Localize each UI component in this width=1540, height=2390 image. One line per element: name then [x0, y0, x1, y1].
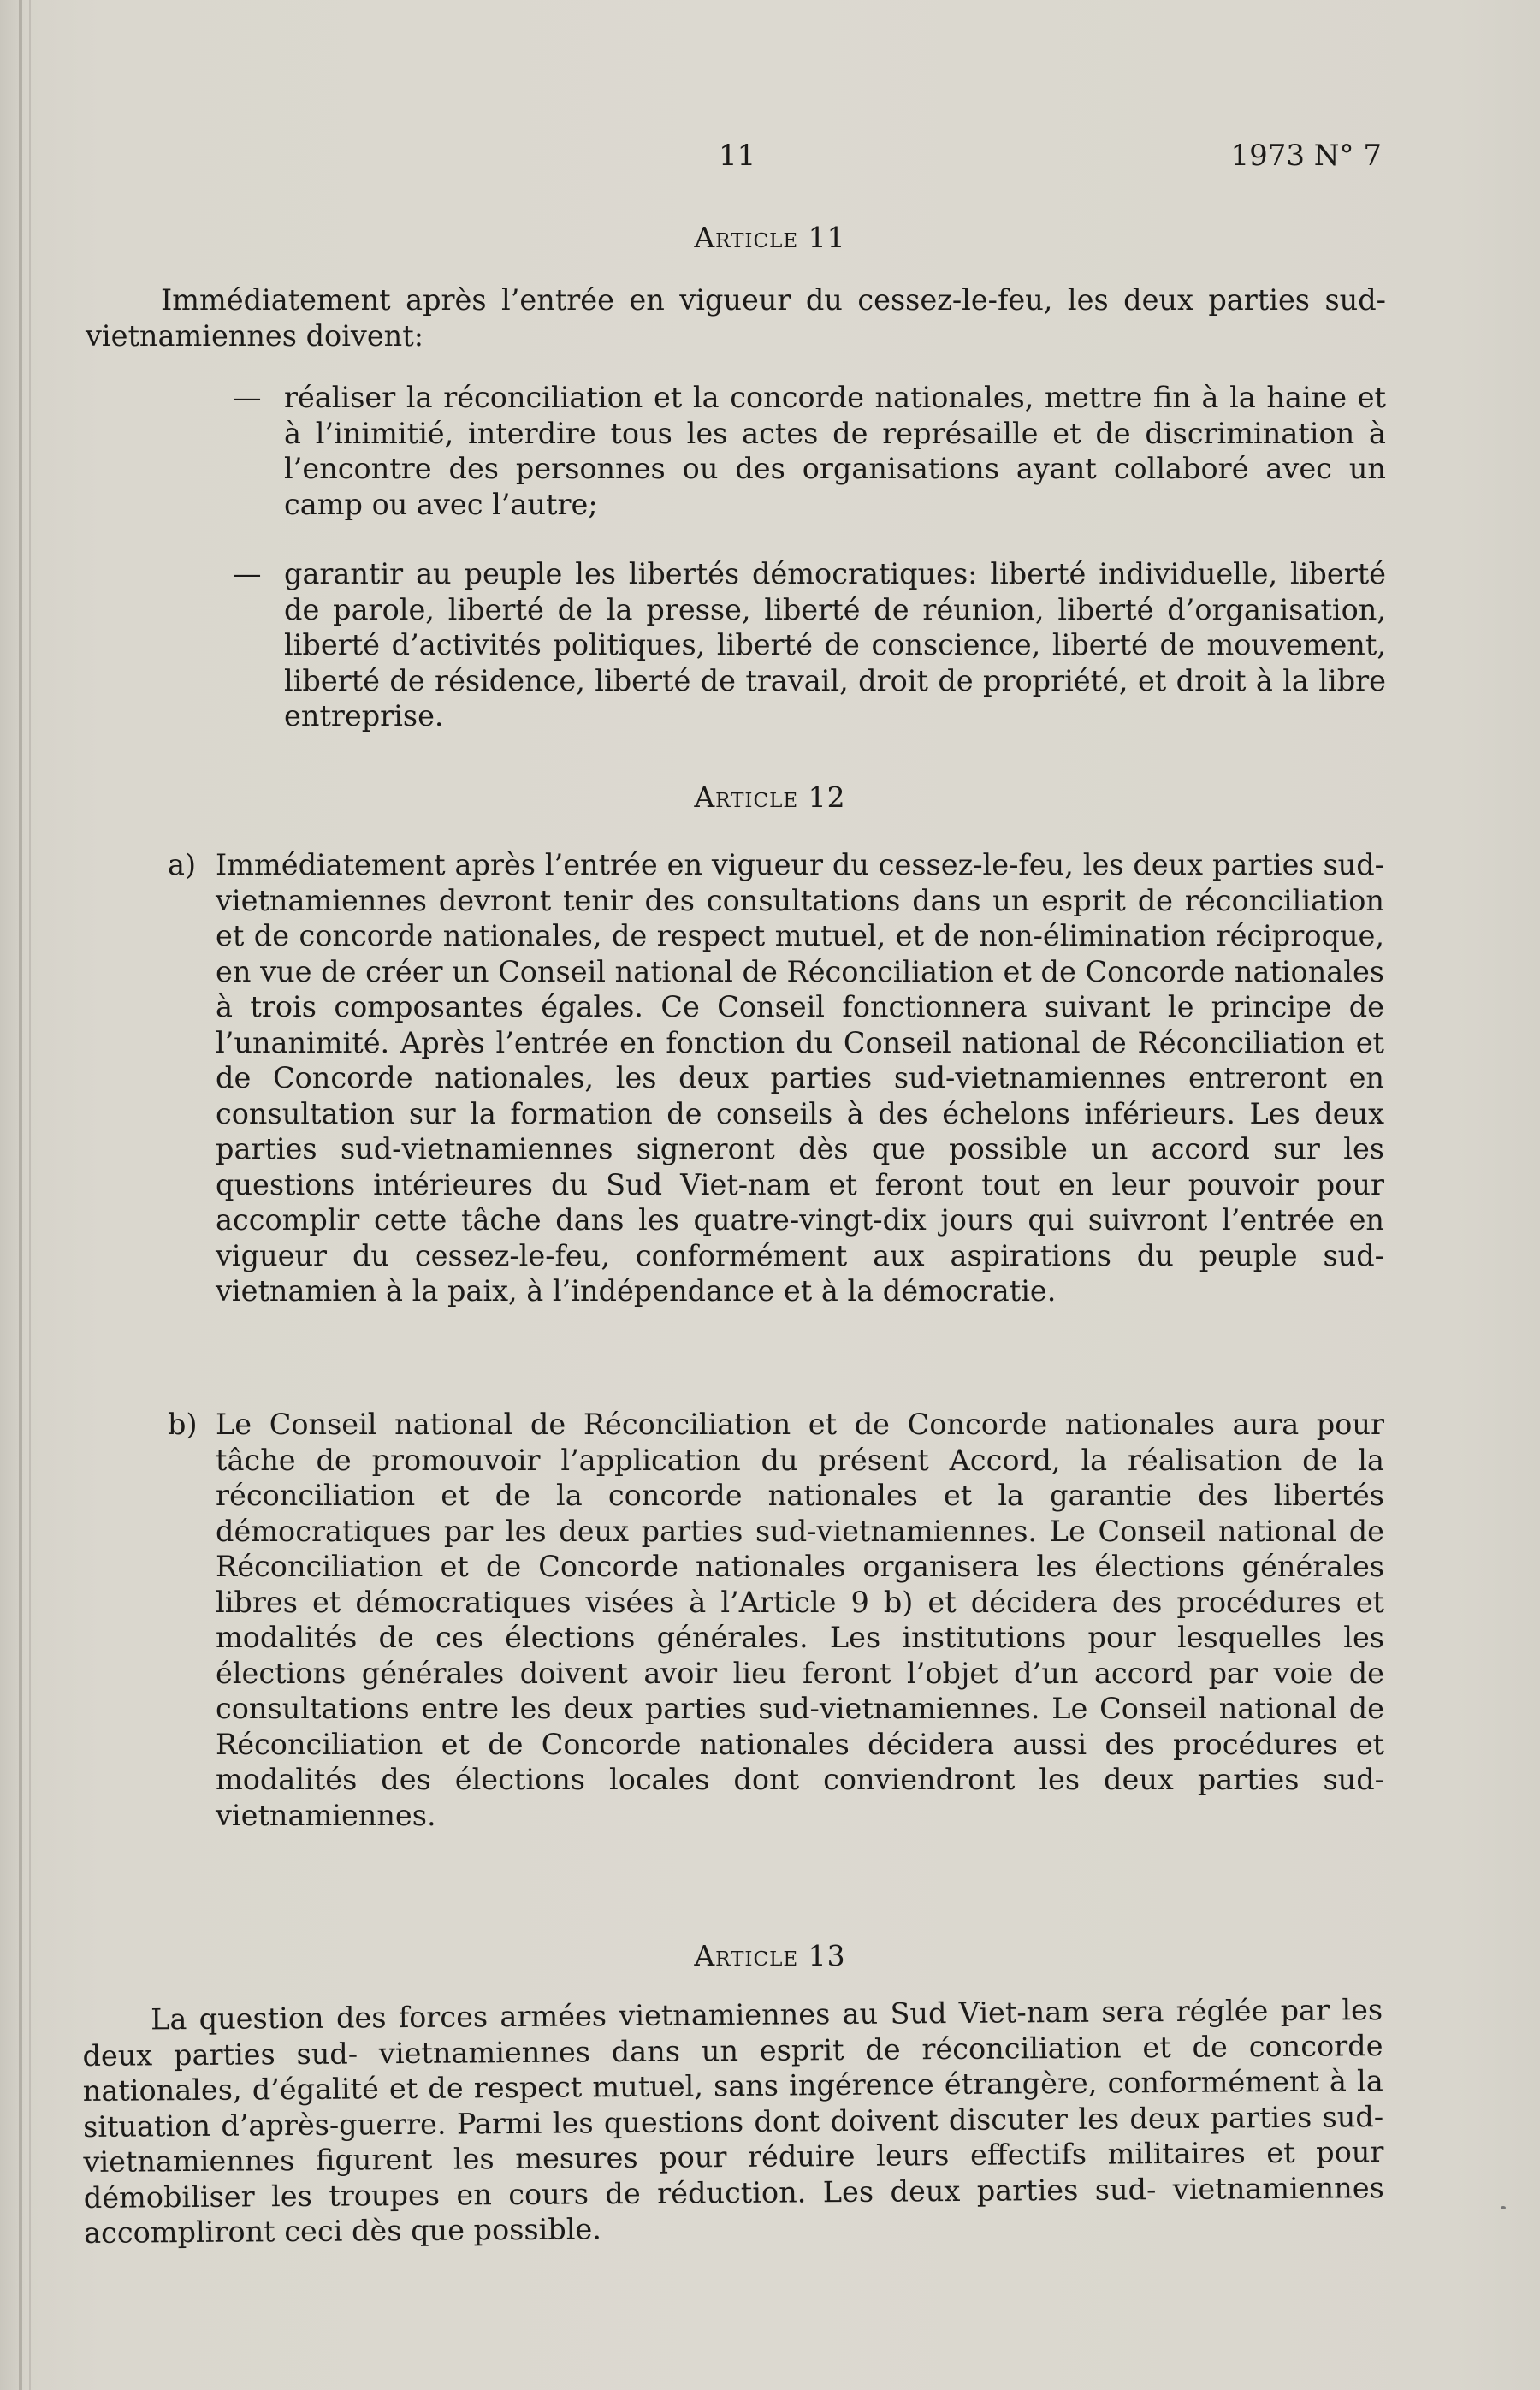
page-number: 11 — [719, 139, 756, 173]
article-12-title: Article 12 — [694, 780, 846, 814]
page-header — [0, 139, 1540, 181]
article-12-paragraph-a: Immédiatement après l’entrée en vigueur du cessez-le-feu, les deux parties sud-vietnamiennes devront tenir des consultations dans un esprit de réconciliation et de concorde nationales, de respect mutuel, et de non-élimination réciproque, en vue de créer un Conseil national de Réconciliation et de Concorde nationales à trois composantes égales. Ce Conseil fonctionnera suivant le principe de l’unanimité. Après l’entrée en fonction du Conseil national de Réconciliation et de Concorde nationales, les deux parties sud-vietnamiennes entreront en consultation sur la formation de conseils à des échelons inférieurs. Les deux parties sud-vietnamiennes signeront dès que possible un accord sur les questions intérieures du Sud Viet-nam et feront tout en leur pouvoir pour accomplir cette tâche dans les quatre-vingt-dix jours qui suivront l’entrée en vigueur du cessez-le-feu, conformément aux aspirations du peuple sud-vietnamien à la paix, à l’indépendance et à la démocratie. — [216, 848, 1384, 1308]
dash-marker: — — [233, 381, 262, 414]
issue-number: 1973 N° 7 — [1230, 139, 1382, 173]
article-12-paragraph-b: Le Conseil national de Réconciliation et de Concorde nationales aura pour tâche de promouvoir l’application du présent Accord, la réalisation de la réconciliation et de la concorde nationales et la garantie des libertés démocratiques par les deux parties sud-vietnamiennes. Le Conseil national de Réconciliation et de Concorde nationales organisera les élections générales libres et démocratiques visées à l’Article 9 b) et décidera des procédures et modalités de ces élections générales. Les institutions pour lesquelles les élections générales doivent avoir lieu feront l’objet d’un accord par voie de consultations entre les deux parties sud-vietnamiennes. Le Conseil national de Réconciliation et de Concorde nationales décidera aussi des procédures et modalités des élections locales dont conviendront les deux parties sud-vietnamiennes. — [216, 1408, 1384, 1832]
article-13-text: La question des forces armées vietnamiennes au Sud Viet-nam sera réglée par les deux parties sud- vietnamiennes dans un esprit de réconciliation et de concorde nationales, d’égalité et de respect mutuel, sans ingérence étrangère, conformément à la situation d’après-guerre. Parmi les questions dont doivent discuter les deux parties sud-vietnamiennes figurent les mesures pour réduire leurs effectifs militaires et pour démobiliser les troupes en cours de réduction. Les deux parties sud- vietnamiennes accompliront ceci dès que possible. — [82, 1993, 1384, 2250]
article-11-title: Article 11 — [694, 221, 846, 254]
paragraph-b-marker: b) — [168, 1408, 198, 1441]
binding-shadow — [19, 0, 22, 2390]
dash-marker: — — [233, 557, 262, 590]
paragraph-a-marker: a) — [168, 848, 197, 881]
article-13-title: Article 13 — [694, 1939, 846, 1972]
article-11-intro: Immédiatement après l’entrée en vigueur du cessez-le-feu, les deux parties sud-vietnamiennes doivent: — [86, 283, 1386, 353]
article-11-item-2: garantir au peuple les libertés démocratiques: liberté individuelle, liberté de parole, liberté de la presse, liberté de réunion, liberté d’organisation, liberté d’activités politiques, liberté de conscience, liberté de mouvement, liberté de résidence, liberté de travail, droit de propriété, et droit à la libre entreprise. — [284, 557, 1386, 732]
article-11-item-1: réaliser la réconciliation et la concorde nationales, mettre fin à la haine et à l’inimitié, interdire tous les actes de représaille et de discrimination à l’encontre des personnes ou des organisations ayant collaboré avec un camp ou avec l’autre; — [284, 381, 1386, 521]
binding-shadow-inner — [29, 0, 31, 2390]
scan-speck — [1501, 2206, 1506, 2209]
